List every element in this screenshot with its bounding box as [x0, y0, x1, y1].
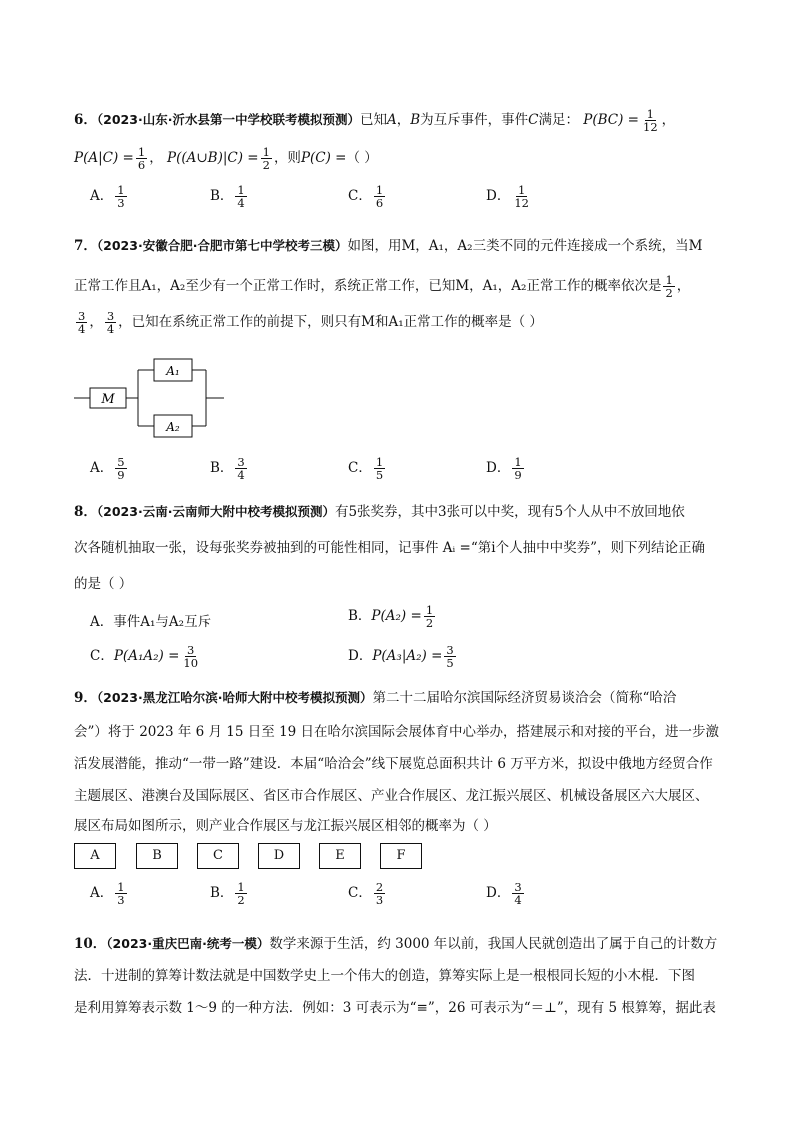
q7-option-b[interactable]: B． $\frac{3}{4}$ [210, 455, 245, 483]
q9-line1: 9．（2023·黑龙江哈尔滨·哈师大附中校考模拟预测）第二十二届哈尔滨国际经济贸易谈洽会（简称“哈洽 [74, 690, 677, 706]
q7-line1: 7．（2023·安徽合肥·合肥市第七中学校考三模）如图，用M，A₁，A₂三类不同的元件连接成一个系统，当M [74, 238, 703, 254]
q6-option-c[interactable]: C． $\frac{1}{6}$ [348, 183, 384, 211]
zone-box-b: B [136, 843, 178, 869]
q10-line3: 是利用算筹表示数 1～9 的一种方法．例如：3 可表示为“≡”，26 可表示为“＝⊥”，现有 5 根算筹，据此表 [74, 1000, 716, 1016]
svg-text:M: M [101, 392, 115, 407]
fraction: $\frac{1}{12}$ [643, 107, 658, 135]
q6-option-d[interactable]: D． $\frac{1}{12}$ [486, 183, 529, 211]
zone-box-e: E [319, 843, 361, 869]
q7-line2: 正常工作且A₁，A₂至少有一个正常工作时，系统正常工作，已知M，A₁，A₂正常工作的概率依次是 $\frac{1}{2}$ ， [74, 273, 691, 301]
zone-box-c: C [197, 843, 239, 869]
q6-option-a[interactable]: A． $\frac{1}{3}$ [90, 183, 125, 211]
q7-option-d[interactable]: D． $\frac{1}{9}$ [486, 455, 522, 483]
q10-line2: 法．十进制的算筹计数法就是中国数学史上一个伟大的创造，算筹实际上是一根根同长短的小木棍．下图 [74, 968, 695, 984]
q9-option-b[interactable]: B． $\frac{1}{2}$ [210, 880, 245, 908]
q6-line1: 6．（2023·山东·沂水县第一中学校联考模拟预测）已知A，B为互斥事件，事件C满足： P(BC) = $\frac{1}{12}$ ， [74, 107, 676, 135]
q9-option-d[interactable]: D． $\frac{3}{4}$ [486, 880, 522, 908]
q8-line3: 的是（ ） [74, 576, 133, 592]
q7-option-c[interactable]: C． $\frac{1}{5}$ [348, 455, 384, 483]
circuit-diagram [74, 352, 234, 442]
q6-option-b[interactable]: B． $\frac{1}{4}$ [210, 183, 245, 211]
zone-box-a: A [74, 843, 116, 869]
q8-option-c[interactable]: C．P(A₁A₂) = $\frac{3}{10}$ [90, 643, 199, 671]
q7-option-a[interactable]: A． $\frac{5}{9}$ [90, 455, 125, 483]
q9-line4: 主题展区、港澳台及国际展区、省区市合作展区、产业合作展区、龙江振兴展区、机械设备展区六大展区、 [74, 788, 709, 804]
zone-box-f: F [380, 843, 422, 869]
zone-box-d: D [258, 843, 300, 869]
q10-line1: 10．（2023·重庆巴南·统考一模）数学来源于生活，约 3000 年以前，我国人民就创造出了属于自己的计数方 [74, 936, 718, 952]
q8-option-a[interactable]: A．事件A₁与A₂互斥 [90, 614, 212, 630]
q9-line3: 活发展潜能，推动“一带一路”建设．本届“哈洽会”线下展览总面积共计 6 万平方米，拟设中俄地方经贸合作 [74, 756, 713, 772]
q6-line2: P(A|C) = $\frac{1}{6}$ ， P((A∪B)|C) = $\frac{1}{2}$ ，则P(C) =（ ） [74, 145, 378, 173]
svg-text:A₂: A₂ [166, 420, 180, 434]
q8-line1: 8．（2023·云南·云南师大附中校考模拟预测）有5张奖券，其中3张可以中奖，现有5个人从中不放回地依 [74, 504, 685, 520]
q7-line3: $\frac{3}{4}$ ， $\frac{3}{4}$ ，已知在系统正常工作的前提下，则只有M和A₁正常工作的概率是（ ） [78, 309, 543, 337]
q9-line5: 展区布局如图所示，则产业合作展区与龙江振兴展区相邻的概率为（ ） [74, 818, 497, 834]
q8-option-b[interactable]: B．P(A₂) = $\frac{1}{2}$ [348, 603, 434, 631]
q9-option-a[interactable]: A． $\frac{1}{3}$ [90, 880, 125, 908]
q9-line2: 会”）将于 2023 年 6 月 15 日至 19 日在哈尔滨国际会展体育中心举办，搭建展示和对接的平台，进一步激 [74, 724, 720, 740]
q8-option-d[interactable]: D．P(A₃|A₂) = $\frac{3}{5}$ [348, 643, 454, 671]
q9-option-c[interactable]: C． $\frac{2}{3}$ [348, 880, 384, 908]
q8-line2: 次各随机抽取一张，设每张奖券被抽到的可能性相同，记事件 Aᵢ =“第i个人抽中中奖券”，则下列结论正确 [74, 540, 705, 556]
svg-text:A₁: A₁ [166, 364, 180, 378]
